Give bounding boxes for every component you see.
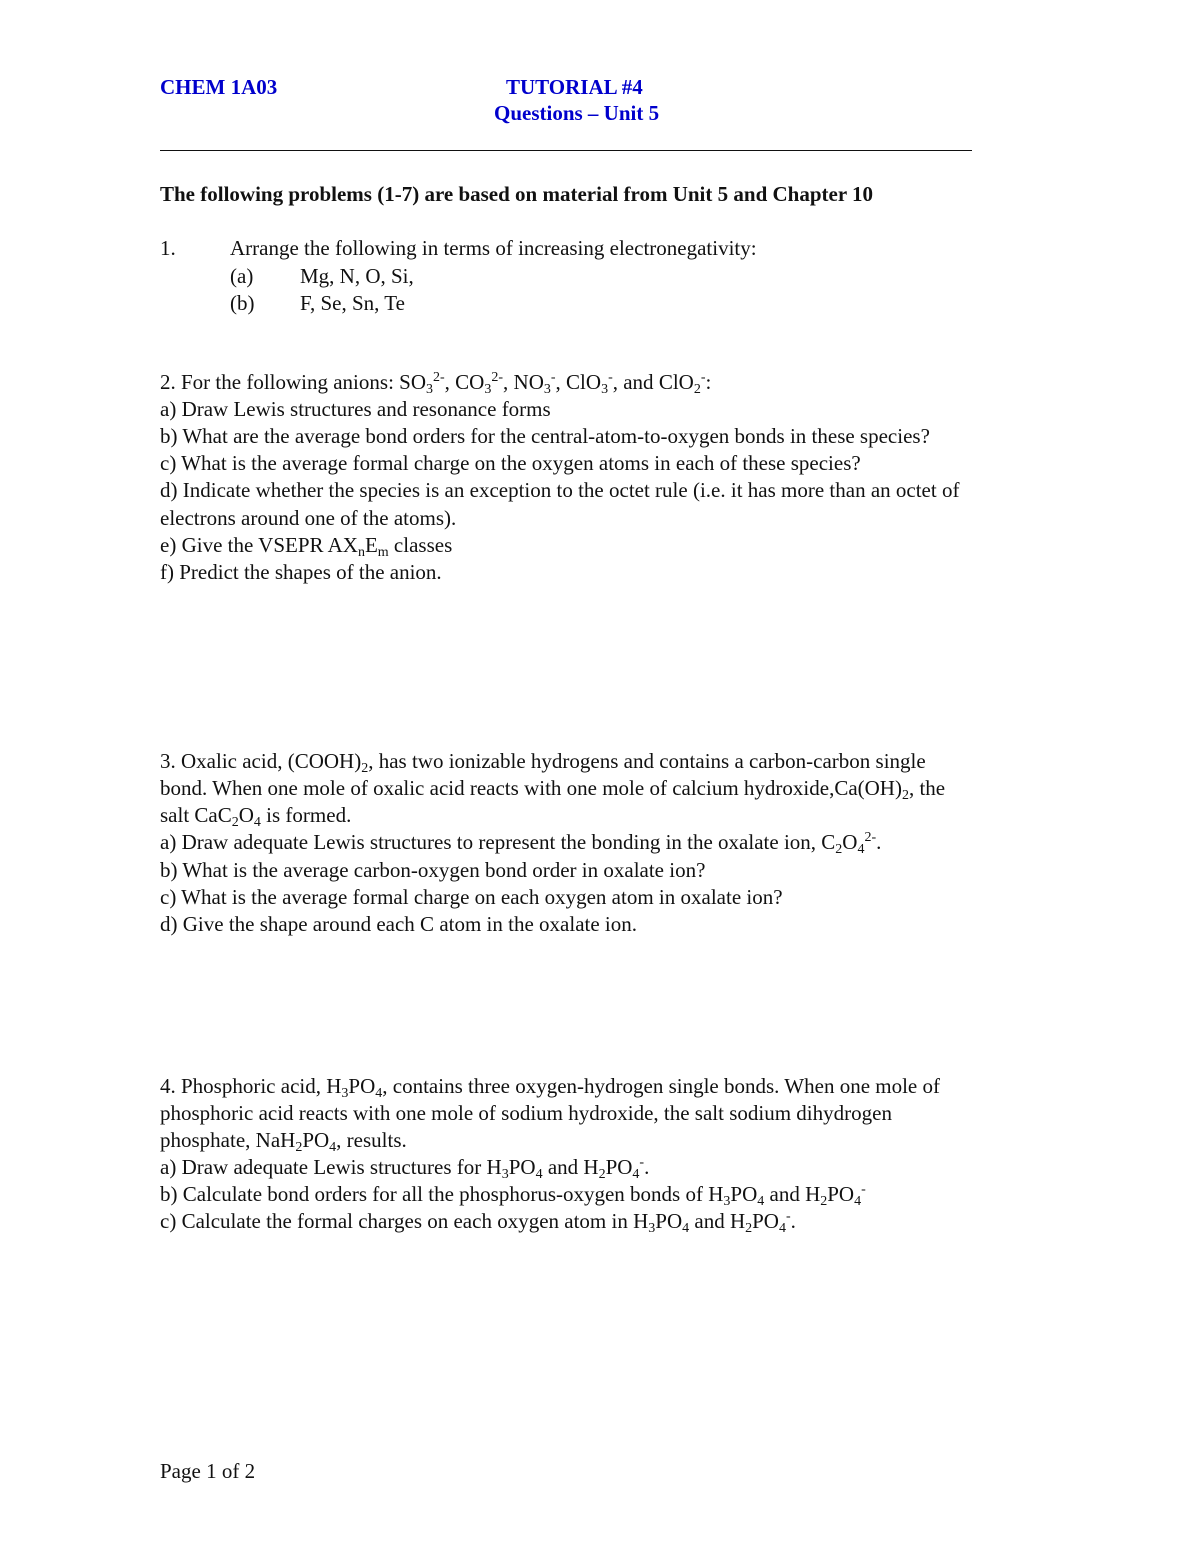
q4-line-2: phosphoric acid reacts with one mole of sodium hydroxide, the salt sodium dihydrogen xyxy=(160,1101,892,1125)
q2-intro: 2. For the following anions: $SO_3^{2-}$, $CO_3^{2-}$, $NO_3^-$, ClO$_3$-, and ClO$_2$-: xyxy=(160,370,712,397)
q2-part-c: c) What is the average formal charge on the oxygen atoms in each of these species? xyxy=(160,451,861,475)
tutorial-subtitle: Questions – Unit 5 xyxy=(494,101,660,125)
q3-line-3: salt $CaC_2O_4$ is formed. xyxy=(160,803,352,830)
q4-line-1: 4. Phosphoric acid, $H_3PO_4$, contains three oxygen-hydrogen single bonds. When one mole of xyxy=(160,1074,940,1101)
q3-part-c: c) What is the average formal charge on each oxygen atom in oxalate ion? xyxy=(160,885,783,909)
q2-part-e: e) Give the VSEPR $AX_nE_m$ classes xyxy=(160,533,453,560)
q1-a-text: Mg, N, O, Si, xyxy=(300,264,414,288)
course-code: CHEM 1A03 xyxy=(160,75,278,99)
q2-part-a: a) Draw Lewis structures and resonance forms xyxy=(160,397,551,421)
q2-part-f: f) Predict the shapes of the anion. xyxy=(160,560,442,584)
q1-number: 1. xyxy=(160,236,176,260)
q4-part-b: b) Calculate bond orders for all the phosphorus-oxygen bonds of $H_3PO_4$ and $H_2PO_4^-$ xyxy=(160,1182,866,1209)
q1-b-text: F, Se, Sn, Te xyxy=(300,291,405,315)
q3-line-1: 3. Oxalic acid, $(COOH)_2$, has two ionizable hydrogens and contains a carbon-carbon single xyxy=(160,749,926,776)
q3-part-a: a) Draw adequate Lewis structures to represent the bonding in the oxalate ion, $C_2O_4^{2-}$. xyxy=(160,830,882,857)
q2-part-d-cont: electrons around one of the atoms). xyxy=(160,506,457,530)
q1-a-label: (a) xyxy=(230,264,254,288)
header-rule xyxy=(160,150,972,151)
page-number: Page 1 of 2 xyxy=(160,1459,256,1483)
intro-statement: The following problems (1-7) are based on material from Unit 5 and Chapter 10 xyxy=(160,182,874,206)
q4-part-a: a) Draw adequate Lewis structures for $H_3PO_4$ and $H_2PO_4^-$. xyxy=(160,1155,650,1182)
tutorial-title: TUTORIAL #4 xyxy=(506,75,643,99)
q3-part-d: d) Give the shape around each C atom in the oxalate ion. xyxy=(160,912,638,936)
q3-line-2: bond. When one mole of oxalic acid reacts with one mole of calcium $hydroxide,Ca(OH)_2$, the xyxy=(160,776,946,803)
q4-part-c: c) Calculate the formal charges on each oxygen atom in $H_3PO_4$ and $H_2PO_4^-$. xyxy=(160,1209,796,1236)
q4-line-3: phosphate, $NaH_2PO_4$, results. xyxy=(160,1128,407,1155)
q1-text: Arrange the following in terms of increasing electronegativity: xyxy=(230,236,757,260)
q1-b-label: (b) xyxy=(230,291,255,315)
q3-part-b: b) What is the average carbon-oxygen bond order in oxalate ion? xyxy=(160,858,706,882)
q2-part-d: d) Indicate whether the species is an exception to the octet rule (i.e. it has more than an octet of xyxy=(160,478,960,502)
q2-part-b: b) What are the average bond orders for the central-atom-to-oxygen bonds in these species? xyxy=(160,424,930,448)
